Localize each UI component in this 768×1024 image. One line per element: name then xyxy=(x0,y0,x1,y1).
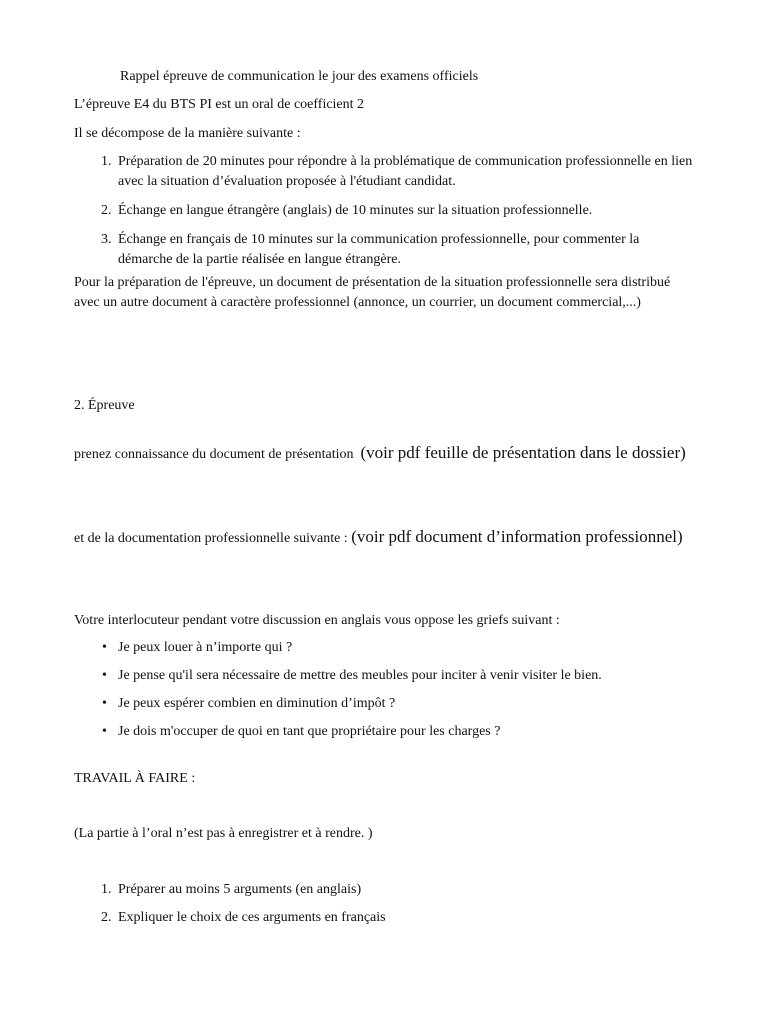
grief-text: Je peux espérer combien en diminution d’impôt ? xyxy=(118,696,396,711)
section-heading: 2. Épreuve xyxy=(74,398,135,413)
step-number: 3. xyxy=(101,232,112,247)
task-text: Préparer au moins 5 arguments (en anglais) xyxy=(118,882,362,897)
task-number: 1. xyxy=(101,882,112,897)
preparation-paragraph: Pour la préparation de l'épreuve, un document de présentation de la situation professionnelle sera distribué avec un autre document à caractère professionnel (annonce, un courrier, un document commercial,...) xyxy=(74,275,671,310)
intro-line-2: Il se décompose de la manière suivante : xyxy=(74,126,301,141)
grief-text: Je dois m'occuper de quoi en tant que propriétaire pour les charges ? xyxy=(118,724,501,739)
step-text: Préparation de 20 minutes pour répondre à la problématique de communication professionnelle en lien avec la situation d’évaluation proposée à l'étudiant candidat. xyxy=(118,154,693,189)
griefs-list xyxy=(74,638,694,742)
doc-info-link: (voir pdf document d’information professionnel) xyxy=(351,527,683,546)
grief-item xyxy=(74,722,694,742)
document-title: Rappel épreuve de communication le jour des examens officiels xyxy=(120,69,479,84)
doc-presentation-text: prenez connaissance du document de présentation xyxy=(74,447,354,462)
task-item xyxy=(74,908,694,928)
step-text: Échange en français de 10 minutes sur la communication professionnelle, pour commenter la démarche de la partie réalisée en langue étrangère. xyxy=(118,232,640,267)
task-text: Expliquer le choix de ces arguments en français xyxy=(118,910,386,925)
doc-presentation-line xyxy=(74,439,694,468)
intro-line-1: L’épreuve E4 du BTS PI est un oral de coefficient 2 xyxy=(74,97,365,112)
step-item xyxy=(74,230,694,270)
steps-list xyxy=(74,152,694,270)
step-number: 1. xyxy=(101,154,112,169)
grief-item xyxy=(74,666,694,686)
step-item xyxy=(74,201,694,221)
travail-heading: TRAVAIL À FAIRE : xyxy=(74,771,196,786)
grief-text: Je pense qu'il sera nécessaire de mettre des meubles pour inciter à venir visiter le bien. xyxy=(118,668,602,683)
doc-info-line xyxy=(74,525,694,550)
tasks-list xyxy=(74,880,694,928)
doc-presentation-link: (voir pdf feuille de présentation dans le dossier) xyxy=(360,443,686,462)
step-text: Échange en langue étrangère (anglais) de 10 minutes sur la situation professionnelle. xyxy=(118,203,593,218)
bullet-icon: • xyxy=(102,668,107,683)
task-item xyxy=(74,880,694,900)
step-number: 2. xyxy=(101,203,112,218)
grief-item xyxy=(74,694,694,714)
task-number: 2. xyxy=(101,910,112,925)
oral-note: (La partie à l’oral n’est pas à enregistrer et à rendre. ) xyxy=(74,826,373,841)
bullet-icon: • xyxy=(102,696,107,711)
doc-info-text: et de la documentation professionnelle suivante : xyxy=(74,531,348,546)
griefs-intro: Votre interlocuteur pendant votre discussion en anglais vous oppose les griefs suivant : xyxy=(74,613,560,628)
grief-text: Je peux louer à n’importe qui ? xyxy=(118,640,293,655)
step-item xyxy=(74,152,694,192)
grief-item xyxy=(74,638,694,658)
bullet-icon: • xyxy=(102,724,107,739)
bullet-icon: • xyxy=(102,640,107,655)
